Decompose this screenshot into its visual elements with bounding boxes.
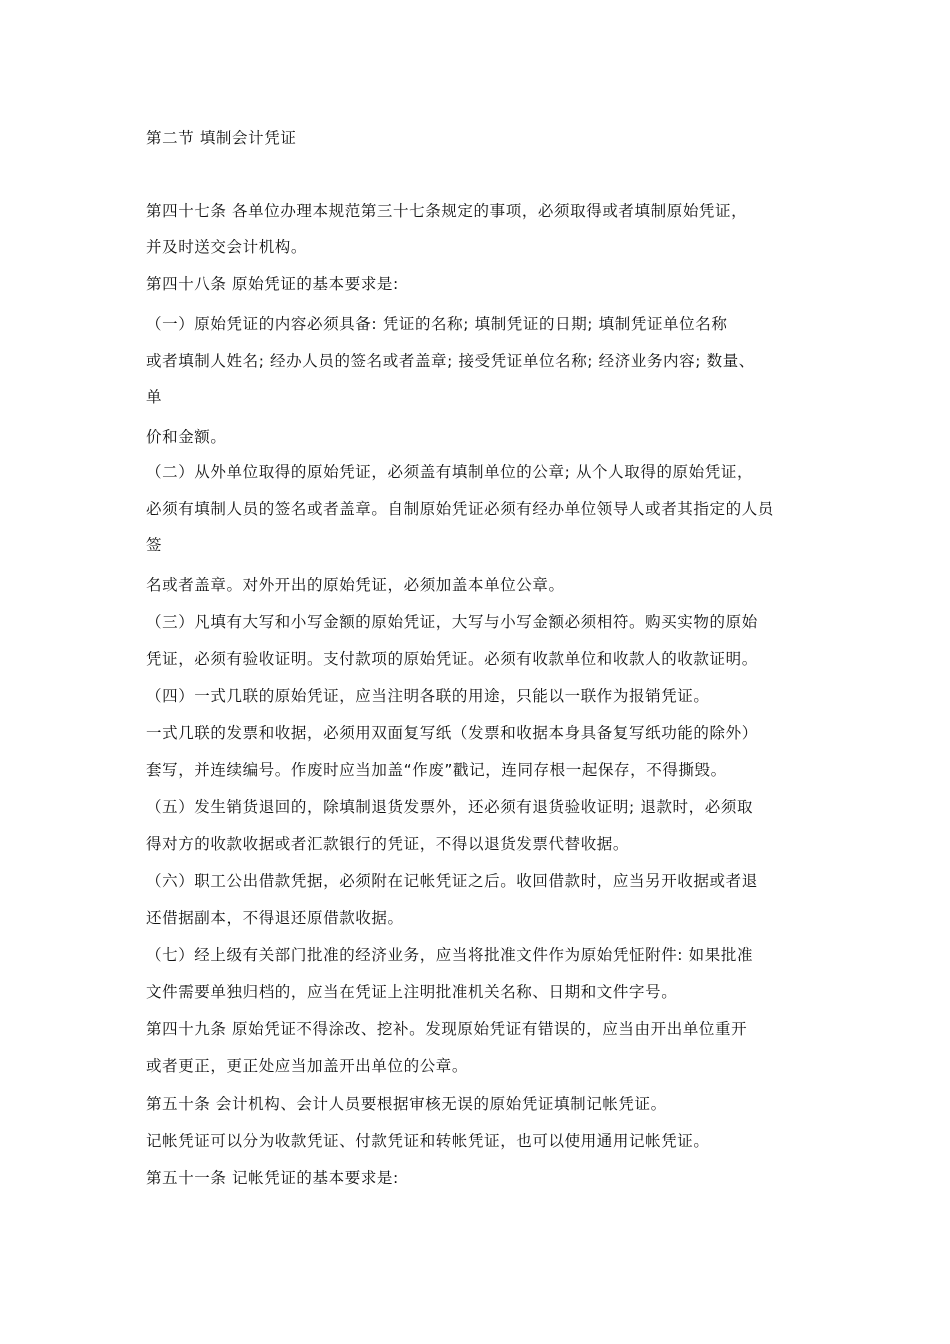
text-line: 单: [146, 388, 163, 406]
text-line: 第五十条 会计机构、会计人员要根据审核无误的原始凭证填制记帐凭证。: [146, 1095, 667, 1113]
text-line: （三）凡填有大写和小写金额的原始凭证，大写与小写金额必须相符。购买实物的原始: [146, 613, 758, 631]
text-line: 第四十八条 原始凭证的基本要求是:: [146, 275, 399, 293]
text-line: 价和金额。: [146, 428, 227, 446]
text-line: 记帐凭证可以分为收款凭证、付款凭证和转帐凭证，也可以使用通用记帐凭证。: [146, 1132, 710, 1150]
text-line: 还借据副本，不得退还原借款收据。: [146, 909, 404, 927]
text-line: （二）从外单位取得的原始凭证，必须盖有填制单位的公章; 从个人取得的原始凭证，: [146, 463, 754, 481]
text-line: （一）原始凭证的内容必须具备: 凭证的名称; 填制凭证的日期; 填制凭证单位名称: [146, 315, 728, 333]
text-line: 第四十七条 各单位办理本规范第三十七条规定的事项，必须取得或者填制原始凭证，: [146, 202, 748, 220]
text-line: 第四十九条 原始凭证不得涂改、挖补。发现原始凭证有错误的，应当由开出单位重开: [146, 1020, 748, 1038]
text-line: 套写，并连续编号。作废时应当加盖“作废”戳记，连同存根一起保存，不得撕毁。: [146, 761, 727, 779]
text-line: （七）经上级有关部门批准的经济业务，应当将批准文件作为原始凭怔附件: 如果批准: [146, 946, 754, 964]
text-line: （五）发生销货退回的，除填制退货发票外，还必须有退货验收证明; 退款时，必须取: [146, 798, 754, 816]
text-line: （六）职工公出借款凭据，必须附在记帐凭证之后。收回借款时，应当另开收据或者退: [146, 872, 758, 890]
text-line: 或者更正，更正处应当加盖开出单位的公章。: [146, 1057, 469, 1075]
text-line: 文件需要单独归档的，应当在凭证上注明批准机关名称、日期和文件字号。: [146, 983, 678, 1001]
text-line: （四）一式几联的原始凭证，应当注明各联的用途，只能以一联作为报销凭证。: [146, 687, 710, 705]
text-line: 签: [146, 536, 163, 554]
text-line: 必须有填制人员的签名或者盖章。自制原始凭证必须有经办单位领导人或者其指定的人员: [146, 500, 774, 518]
text-line: 凭证，必须有验收证明。支付款项的原始凭证。必须有收款单位和收款人的收款证明。: [146, 650, 758, 668]
section-title: 第二节 填制会计凭证: [146, 129, 297, 147]
text-line: 得对方的收款收据或者汇款银行的凭证，不得以退货发票代替收据。: [146, 835, 630, 853]
text-line: 或者填制人姓名; 经办人员的签名或者盖章; 接受凭证单位名称; 经济业务内容; 数量、: [146, 352, 755, 370]
text-line: 第五十一条 记帐凭证的基本要求是:: [146, 1169, 399, 1187]
text-line: 一式几联的发票和收据，必须用双面复写纸（发票和收据本身具备复写纸功能的除外）: [146, 724, 758, 742]
text-line: 名或者盖章。对外开出的原始凭证，必须加盖本单位公章。: [146, 576, 565, 594]
text-line: 并及时送交会计机构。: [146, 238, 308, 256]
